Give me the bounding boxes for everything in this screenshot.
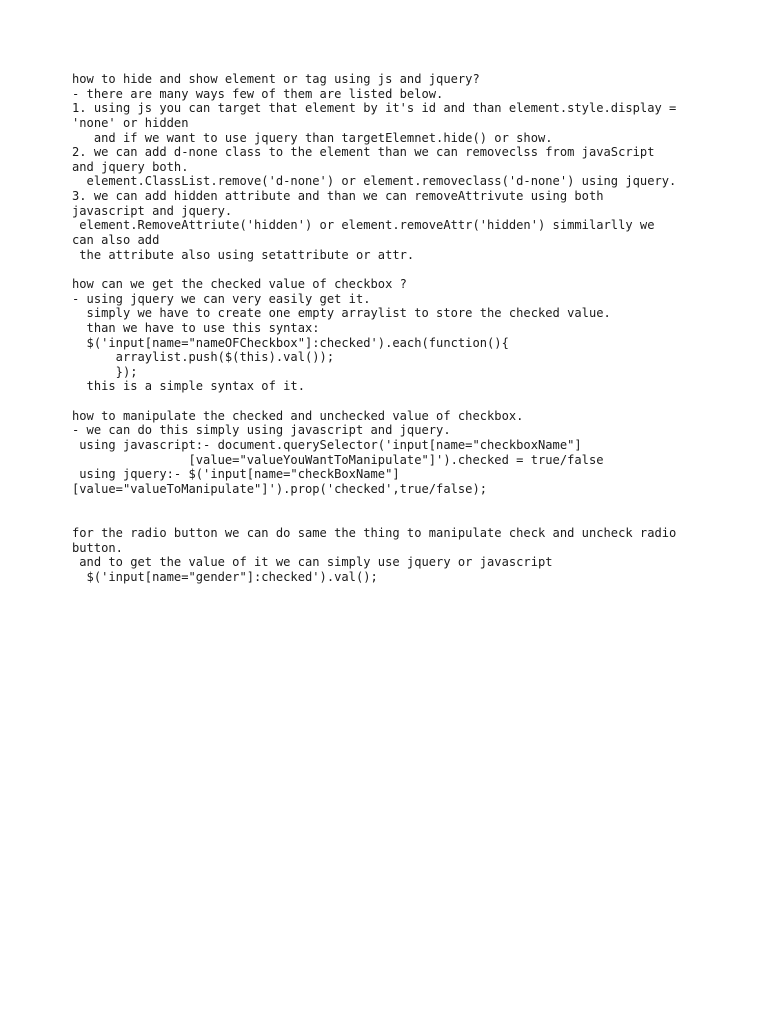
blank-line (72, 394, 702, 409)
text-line: and if we want to use jquery than targetElemnet.hide() or show. (72, 130, 553, 145)
text-line: 'none' or hidden (72, 115, 189, 130)
text-line: how to hide and show element or tag using js and jquery? (72, 72, 480, 86)
text-line: - we can do this simply using javascript and jquery. (72, 423, 451, 438)
text-line: $('input[name="gender"]:checked').val(); (72, 569, 378, 584)
document-page (72, 72, 702, 584)
text-line: }); (72, 364, 138, 379)
text-line: this is a simple syntax of it. (72, 379, 305, 394)
text-line: for the radio button we can do same the thing to manipulate check and uncheck radio (72, 525, 677, 540)
text-line: [value="valueToManipulate"]').prop('checked',true/false); (72, 481, 488, 496)
text-line: 2. we can add d-none class to the element than we can removeclss from javaScript (72, 145, 655, 160)
text-line: how to manipulate the checked and unchecked value of checkbox. (72, 408, 524, 423)
text-line: 3. we can add hidden attribute and than we can removeAttrivute using both (72, 189, 604, 204)
text-line: - there are many ways few of them are listed below. (72, 86, 444, 101)
text-line: arraylist.push($(this).val()); (72, 350, 335, 365)
blank-line (72, 497, 702, 512)
text-line: than we have to use this syntax: (72, 320, 320, 335)
text-line: javascript and jquery. (72, 203, 233, 218)
text-line: simply we have to create one empty arraylist to store the checked value. (72, 306, 611, 321)
text-line: 1. using js you can target that element by it's id and than element.style.display = (72, 101, 677, 116)
text-line: $('input[name="nameOFCheckbox"]:checked').each(function(){ (72, 335, 509, 350)
blank-line (72, 262, 702, 277)
text-line: button. (72, 540, 123, 555)
blank-line (72, 511, 702, 526)
text-line: can also add (72, 233, 160, 248)
text-line: and to get the value of it we can simply use jquery or javascript (72, 555, 553, 570)
text-line: element.ClassList.remove('d-none') or element.removeclass('d-none') using jquery. (72, 174, 677, 189)
text-line: [value="valueYouWantToManipulate"]').checked = true/false (72, 452, 604, 467)
text-line: how can we get the checked value of checkbox ? (72, 276, 407, 291)
text-line: using javascript:- document.querySelector('input[name="checkboxName"] (72, 438, 582, 453)
text-line: - using jquery we can very easily get it. (72, 291, 371, 306)
text-line: the attribute also using setattribute or attr. (72, 247, 415, 262)
text-line: using jquery:- $('input[name="checkBoxName"] (72, 467, 400, 482)
text-line: and jquery both. (72, 159, 189, 174)
text-line: element.RemoveAttriute('hidden') or element.removeAttr('hidden') simmilarlly we (72, 218, 655, 233)
